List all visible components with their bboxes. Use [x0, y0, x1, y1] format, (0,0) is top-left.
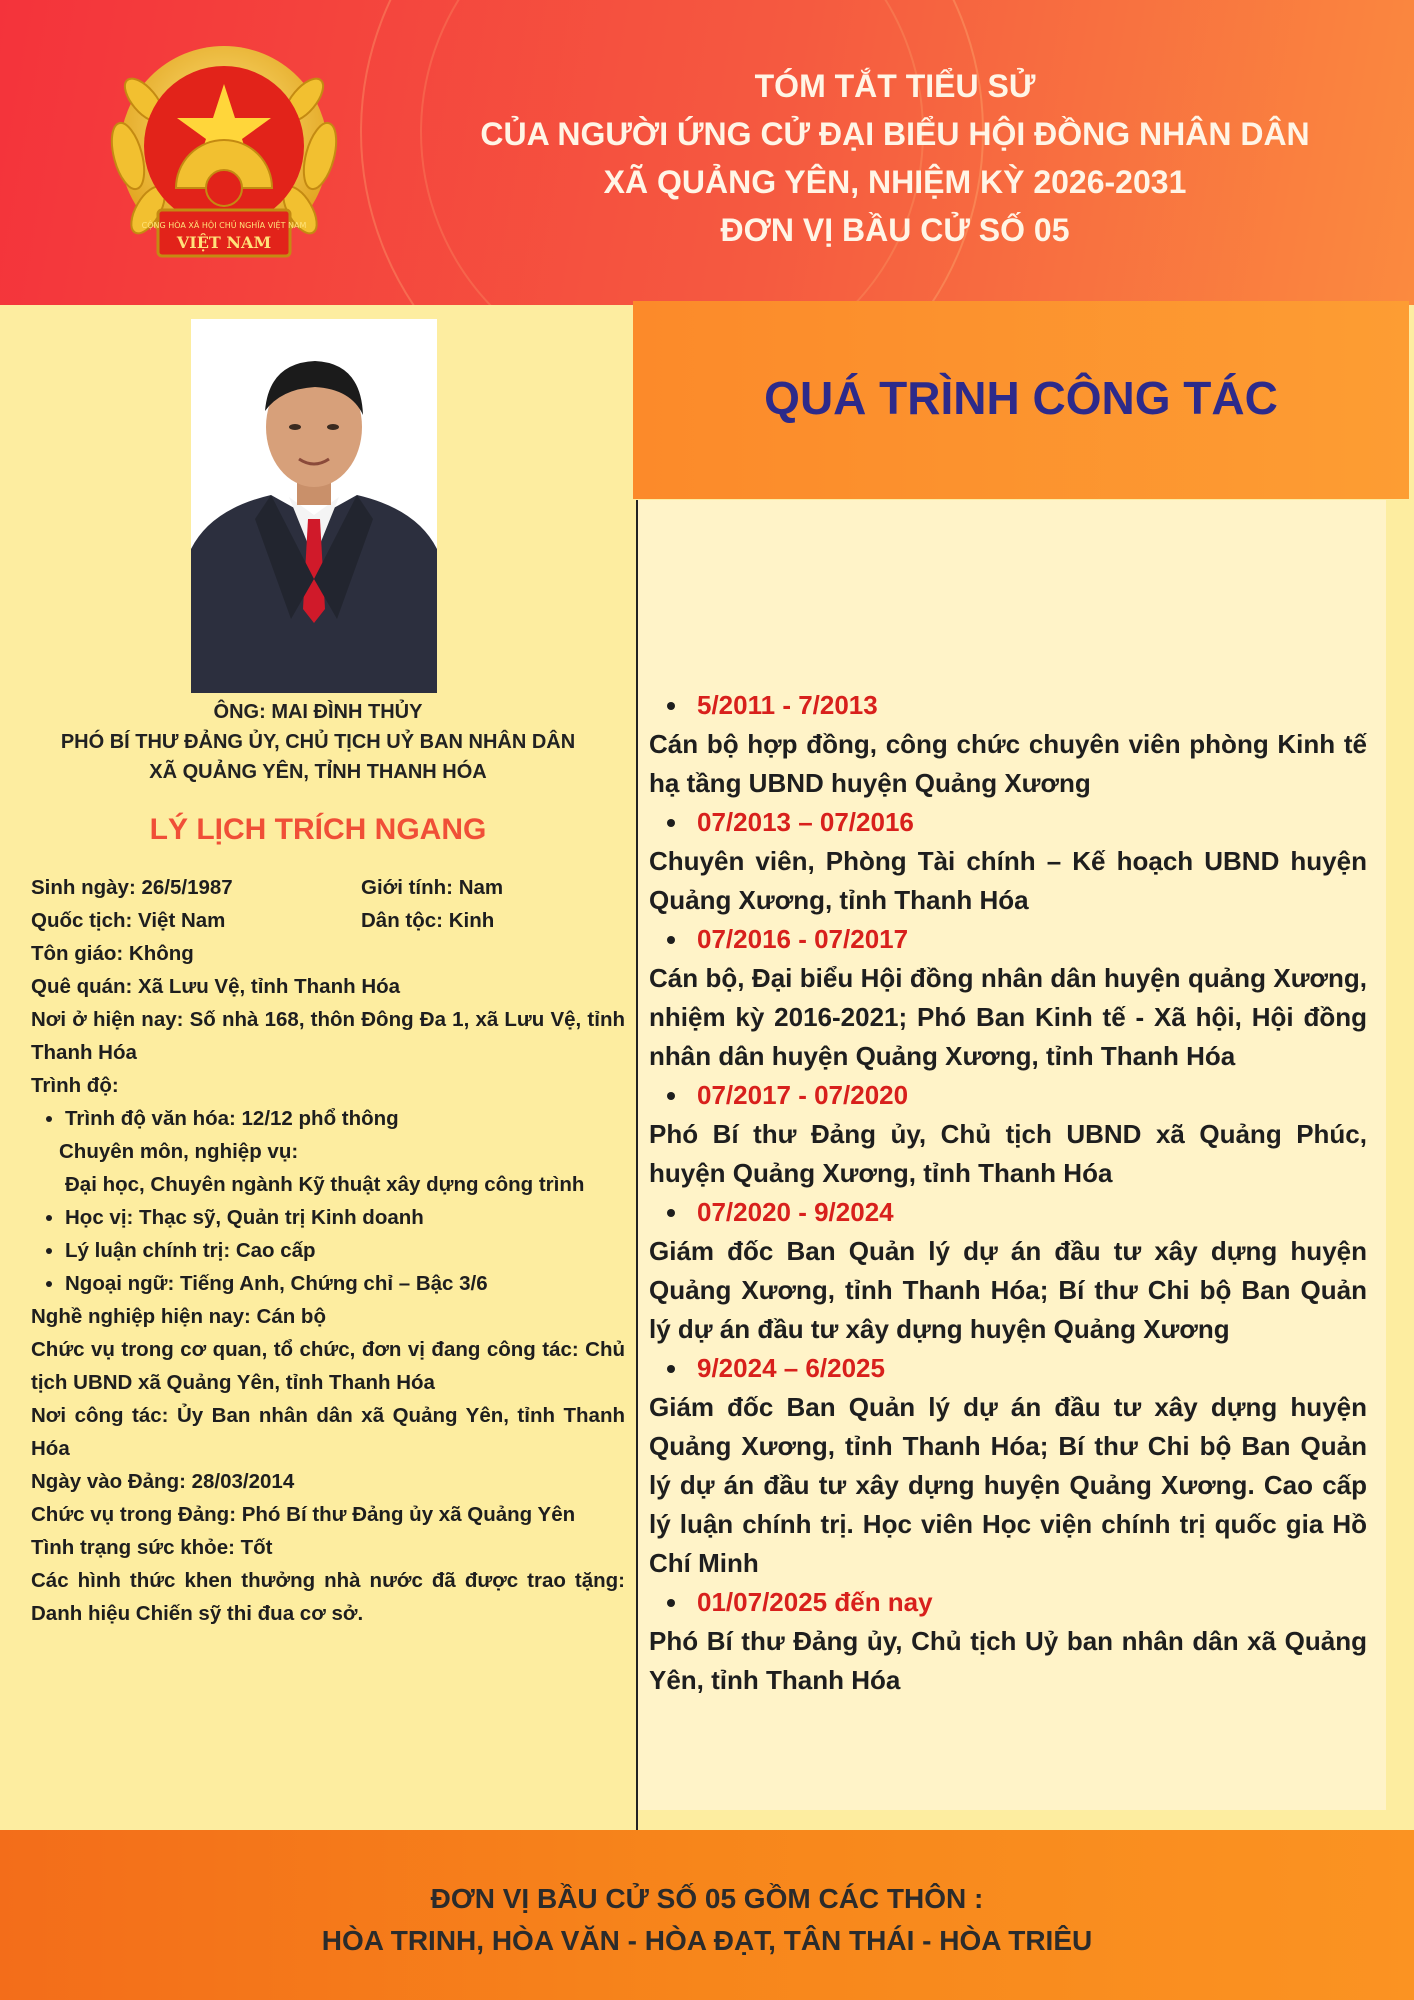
work-description: Phó Bí thư Đảng ủy, Chủ tịch Uỷ ban nhân dân xã Quảng Yên, tỉnh Thanh Hóa [649, 1626, 1367, 1695]
work-description: Cán bộ hợp đồng, công chức chuyên viên phòng Kinh tế hạ tầng UBND huyện Quảng Xương [649, 729, 1367, 798]
work-history-heading: QUÁ TRÌNH CÔNG TÁC [764, 372, 1278, 424]
bio-residence: Nơi ở hiện nay: Số nhà 168, thôn Đông Đa 1, xã Lưu Vệ, tỉnh Thanh Hóa [31, 1008, 625, 1064]
bio-awards: Các hình thức khen thưởng nhà nước đã được trao tặng: Danh hiệu Chiến sỹ thi đua cơ sở. [31, 1569, 625, 1625]
bio-row [31, 871, 625, 904]
footer-banner [0, 1830, 1414, 2000]
svg-text:VIỆT NAM: VIỆT NAM [176, 233, 272, 252]
title-line: ĐƠN VỊ BẦU CỬ SỐ 05 [720, 212, 1070, 248]
bio-education-label: Trình độ: [31, 1074, 119, 1097]
bio-occupation: Nghề nghiệp hiện nay: Cán bộ [31, 1305, 326, 1328]
column-divider [636, 500, 638, 1830]
header-banner [0, 0, 1414, 305]
bio-birth: Sinh ngày: 26/5/1987 [31, 876, 233, 899]
title-line: TÓM TẮT TIỂU SỬ [754, 68, 1036, 104]
bio-nationality: Quốc tịch: Việt Nam [31, 909, 226, 932]
bio-hometown: Quê quán: Xã Lưu Vệ, tỉnh Thanh Hóa [31, 975, 401, 998]
bio-religion: Tôn giáo: Không [31, 942, 194, 965]
electoral-unit-info [0, 1878, 1414, 1962]
work-period: 07/2020 - 9/2024 [649, 1193, 1367, 1232]
work-period: 07/2017 - 07/2020 [649, 1076, 1367, 1115]
bio-party-date: Ngày vào Đảng: 28/03/2014 [31, 1470, 295, 1493]
title-line: XÃ QUẢNG YÊN, NHIỆM KỲ 2026-2031 [603, 164, 1187, 200]
bio-row [31, 904, 625, 937]
work-period: 01/07/2025 đến nay [649, 1583, 1367, 1622]
qualification-list [31, 1201, 625, 1300]
bio-details [31, 871, 625, 1630]
footer-line: ĐƠN VỊ BẦU CỬ SỐ 05 GỒM CÁC THÔN : [430, 1883, 984, 1914]
work-description: Cán bộ, Đại biểu Hội đồng nhân dân huyện quảng Xương, nhiệm kỳ 2016-2021; Phó Ban Kinh tế - Xã hội, Hội đồng nhân dân huyện Quảng Xương, tỉnh Thanh Hóa [649, 963, 1367, 1071]
work-period: 07/2016 - 07/2017 [649, 920, 1367, 959]
bio-political-theory: • Lý luận chính trị: Cao cấp [65, 1234, 625, 1267]
work-description: Chuyên viên, Phòng Tài chính – Kế hoạch UBND huyện Quảng Xương, tỉnh Thanh Hóa [649, 846, 1367, 915]
candidate-position: XÃ QUẢNG YÊN, TỈNH THANH HÓA [149, 761, 487, 783]
title-line: CỦA NGƯỜI ỨNG CỬ ĐẠI BIỂU HỘI ĐỒNG NHÂN DÂN [480, 116, 1310, 152]
bio-party-role: Chức vụ trong Đảng: Phó Bí thư Đảng ủy xã Quảng Yên [31, 1503, 576, 1526]
national-emblem-icon [98, 38, 350, 288]
bio-workplace: Nơi công tác: Ủy Ban nhân dân xã Quảng Yên, tỉnh Thanh Hóa [31, 1404, 625, 1460]
person-portrait-icon [191, 319, 437, 693]
bio-specialty-label: Chuyên môn, nghiệp vụ: [59, 1140, 299, 1163]
work-description: Giám đốc Ban Quản lý dự án đầu tư xây dựng huyện Quảng Xương, tỉnh Thanh Hóa; Bí thư Chi bộ Ban Quản lý dự án đầu tư xây dựng huyện Quảng Xương [649, 1236, 1367, 1344]
work-description: Giám đốc Ban Quản lý dự án đầu tư xây dựng huyện Quảng Xương, tỉnh Thanh Hóa; Bí thư Chi bộ Ban Quản lý dự án đầu tư xây dựng huyện Quảng Xương. Cao cấp lý luận chính trị. Học viên Học viện chính trị quốc gia Hồ Chí Minh [649, 1392, 1367, 1578]
bio-specialty: Đại học, Chuyên ngành Kỹ thuật xây dựng công trình [65, 1173, 585, 1196]
bio-heading: LÝ LỊCH TRÍCH NGANG [149, 813, 487, 846]
work-history-timeline [649, 686, 1367, 1700]
bio-gender: Giới tính: Nam [361, 876, 504, 899]
candidate-name: ÔNG: MAI ĐÌNH THỦY [213, 701, 423, 723]
work-period: 5/2011 - 7/2013 [649, 686, 1367, 725]
bio-general-education: • Trình độ văn hóa: 12/12 phổ thông [65, 1102, 625, 1135]
work-period: 9/2024 – 6/2025 [649, 1349, 1367, 1388]
candidate-name-block [10, 697, 626, 787]
candidate-profile-column [0, 305, 636, 1830]
bio-health: Tình trạng sức khỏe: Tốt [31, 1536, 273, 1559]
candidate-position: PHÓ BÍ THƯ ĐẢNG ỦY, CHỦ TỊCH UỶ BAN NHÂN DÂN [60, 731, 576, 753]
work-period: 07/2013 – 07/2016 [649, 803, 1367, 842]
work-history-heading-box [633, 301, 1409, 499]
work-description: Phó Bí thư Đảng ủy, Chủ tịch UBND xã Quảng Phúc, huyện Quảng Xương, tỉnh Thanh Hóa [649, 1119, 1367, 1188]
footer-line: HÒA TRINH, HÒA VĂN - HÒA ĐẠT, TÂN THÁI - HÒA TRIÊU [321, 1925, 1093, 1956]
document-title [420, 62, 1370, 254]
bio-ethnicity: Dân tộc: Kinh [361, 909, 495, 932]
candidate-portrait [191, 319, 437, 693]
bio-degree: • Học vị: Thạc sỹ, Quản trị Kinh doanh [65, 1201, 625, 1234]
bio-language: • Ngoại ngữ: Tiếng Anh, Chứng chỉ – Bậc 3/6 [65, 1267, 625, 1300]
education-list [31, 1102, 625, 1135]
svg-text:CỘNG HÒA XÃ HỘI CHỦ NGHĨA VIỆT: CỘNG HÒA XÃ HỘI CHỦ NGHĨA VIỆT NAM [141, 221, 307, 230]
bio-current-role: Chức vụ trong cơ quan, tổ chức, đơn vị đang công tác: Chủ tịch UBND xã Quảng Yên, tỉnh Thanh Hóa [31, 1338, 625, 1394]
